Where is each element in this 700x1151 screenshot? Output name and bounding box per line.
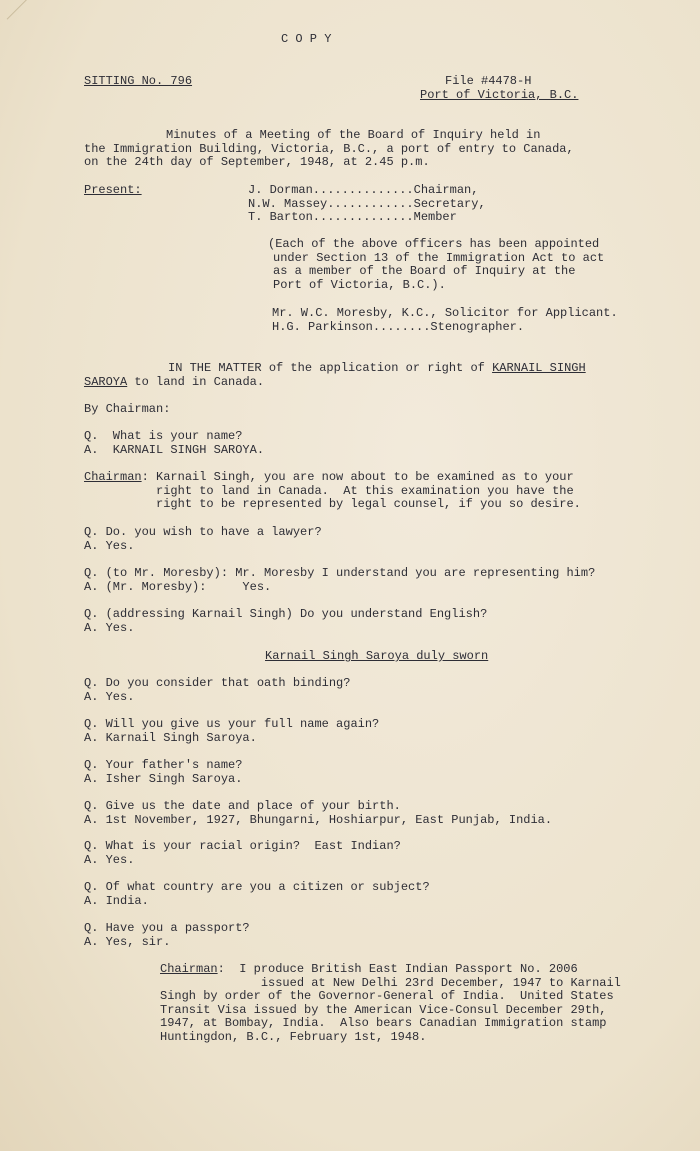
other-attendees: [272, 307, 618, 334]
statement-line: : I produce British East Indian Passport No. 2006: [217, 962, 578, 976]
appointment-note: [268, 238, 604, 292]
question: Q. Do. you wish to have a lawyer?: [84, 525, 322, 539]
answer: A. Yes.: [84, 538, 135, 553]
matter-text: to land in Canada.: [127, 374, 265, 389]
qa-block: [84, 677, 350, 704]
question: Q. Do you consider that oath binding?: [84, 676, 351, 690]
answer: A. Karnail Singh Saroya.: [84, 730, 257, 745]
qa-block: [84, 718, 379, 745]
statement-line: right to land in Canada. At this examination you have the: [84, 483, 574, 498]
answer: A. Yes, sir.: [84, 934, 171, 949]
qa-block: [84, 922, 250, 949]
question: Q. (addressing Karnail Singh) Do you understand English?: [84, 607, 488, 621]
question: Q. Have you a passport?: [84, 921, 250, 935]
intro-line: on the 24th day of September, 1948, at 2.45 p.m.: [84, 155, 430, 170]
answer: A. Yes.: [84, 852, 135, 867]
present-label: Present:: [84, 183, 142, 197]
question: Q. Give us the date and place of your birth.: [84, 799, 401, 813]
question: Q. What is your racial origin? East Indian?: [84, 839, 401, 853]
applicant-name: KARNAIL SINGH: [492, 361, 586, 375]
port-name: Port of Victoria, B.C.: [420, 88, 579, 102]
statement-line: 1947, at Bombay, India. Also bears Canadian Immigration stamp: [160, 1016, 607, 1031]
member-line: J. Dorman..............Chairman,: [248, 183, 479, 197]
member-line: N.W. Massey............Secretary,: [248, 196, 486, 211]
chairman-label: Chairman: [84, 470, 142, 484]
passport-statement: [160, 963, 621, 1045]
matter-paragraph: [84, 362, 586, 389]
qa-block: [84, 881, 430, 908]
qa-block: [84, 759, 242, 786]
intro-line: the Immigration Building, Victoria, B.C., a port of entry to Canada,: [84, 141, 574, 156]
qa-block: [84, 840, 401, 867]
attendee-line: Mr. W.C. Moresby, K.C., Solicitor for Applicant.: [272, 306, 618, 320]
answer: A. India.: [84, 893, 149, 908]
copy-heading: C O P Y: [281, 32, 332, 46]
statement-line: right to be represented by legal counsel, if you so desire.: [84, 497, 581, 512]
question: Q. Will you give us your full name again?: [84, 717, 380, 731]
answer: A. Isher Singh Saroya.: [84, 771, 243, 786]
answer: A. KARNAIL SINGH SAROYA.: [84, 442, 265, 457]
matter-text: IN THE MATTER of the application or right of: [168, 361, 493, 375]
statement-line: issued at New Delhi 23rd December, 1947 to Karnail: [160, 975, 621, 990]
answer: A. Yes.: [84, 620, 135, 635]
note-line: Port of Victoria, B.C.).: [273, 277, 446, 292]
statement-line: Huntingdon, B.C., February 1st, 1948.: [160, 1029, 427, 1044]
applicant-surname: SAROYA: [84, 374, 128, 389]
question: Q. (to Mr. Moresby): Mr. Moresby I understand you are representing him?: [84, 566, 596, 580]
sitting-number: SITTING No. 796: [84, 74, 193, 88]
intro-paragraph: [84, 129, 574, 170]
present-members: [248, 184, 486, 225]
answer: A. 1st November, 1927, Bhungarni, Hoshiarpur, East Punjab, India.: [84, 812, 553, 827]
qa-block: [84, 567, 595, 594]
note-line: as a member of the Board of Inquiry at the: [273, 264, 576, 279]
statement-line: : Karnail Singh, you are now about to be examined as to your: [141, 470, 574, 484]
qa-block: [84, 526, 322, 553]
qa-block: [84, 608, 487, 635]
question: Q. Your father's name?: [84, 758, 243, 772]
member-line: T. Barton..............Member: [248, 210, 457, 225]
question: Q. Of what country are you a citizen or subject?: [84, 880, 430, 894]
attendee-line: H.G. Parkinson........Stenographer.: [272, 319, 525, 334]
note-line: under Section 13 of the Immigration Act to act: [273, 250, 605, 265]
statement-line: Singh by order of the Governor-General of India. United States: [160, 989, 614, 1004]
statement-line: Transit Visa issued by the American Vice-Consul December 29th,: [160, 1002, 607, 1017]
chairman-label: Chairman: [160, 962, 218, 976]
qa-block: [84, 800, 552, 827]
answer: A. Yes.: [84, 689, 135, 704]
chairman-statement: [84, 471, 581, 512]
qa-block: [84, 430, 264, 457]
intro-line: Minutes of a Meeting of the Board of Inquiry held in: [166, 128, 541, 142]
by-chairman-label: By Chairman:: [84, 402, 171, 416]
page-corner-fold: [0, 0, 29, 20]
sworn-heading: Karnail Singh Saroya duly sworn: [265, 649, 489, 663]
file-number: File #4478-H: [445, 74, 532, 88]
note-line: (Each of the above officers has been appointed: [268, 237, 600, 251]
question: Q. What is your name?: [84, 429, 243, 443]
answer: A. (Mr. Moresby): Yes.: [84, 579, 272, 594]
